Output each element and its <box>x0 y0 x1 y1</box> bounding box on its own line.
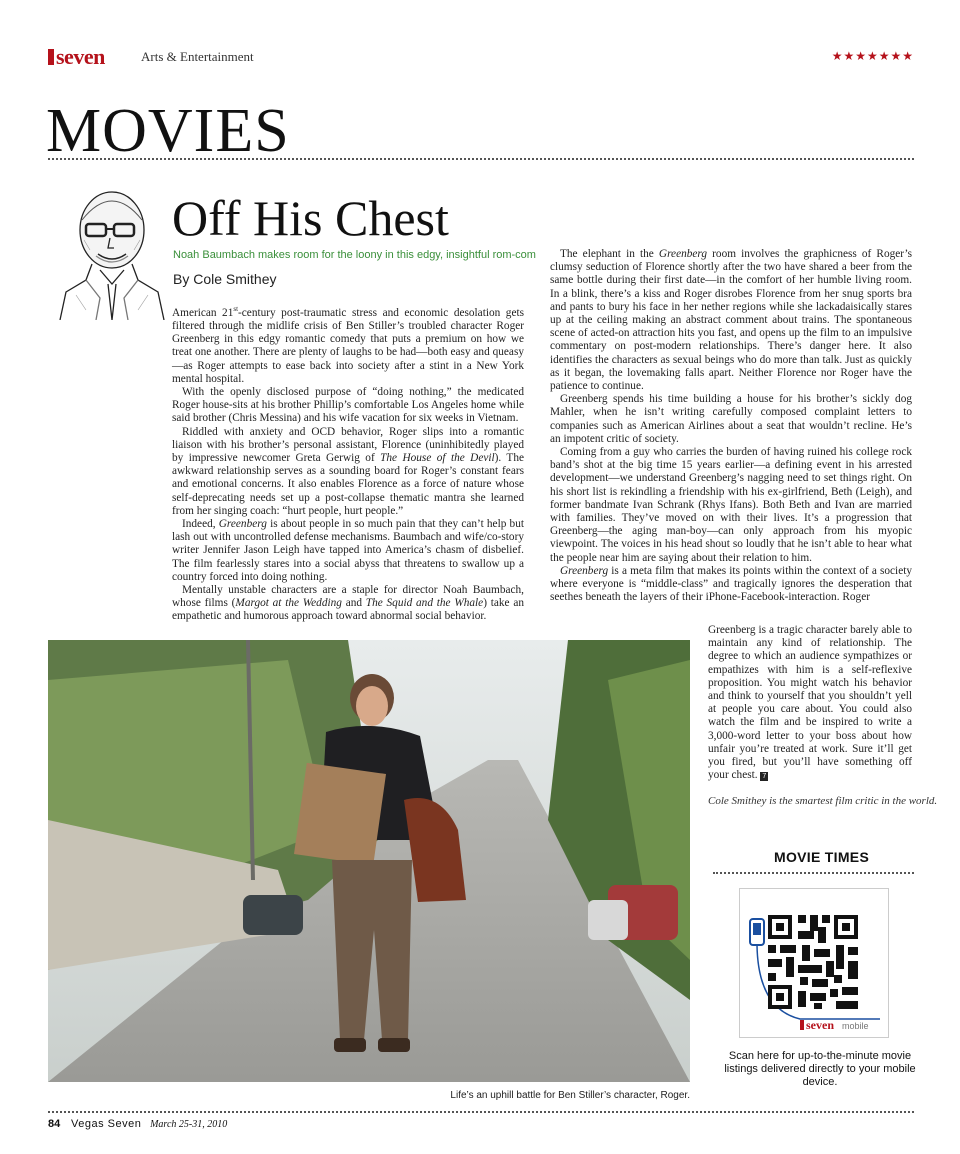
paragraph: With the openly disclosed purpose of “doing nothing,” the medicated Roger house-sits at his brother Phillip’s comfortable Los Angeles home while said brother (Chris Messina) and his wife vacation for six weeks in Vietnam. <box>172 385 524 425</box>
title-divider <box>48 158 914 160</box>
movie-still-photo <box>48 640 690 1082</box>
article-column-1 <box>172 303 524 624</box>
qr-brand-logo: seven <box>806 1018 834 1032</box>
issue-date: March 25-31, 2010 <box>150 1119 228 1130</box>
qr-brand-sub: mobile <box>842 1021 869 1031</box>
paragraph <box>708 624 912 782</box>
end-mark-icon: 7 <box>762 773 767 781</box>
paragraph: Mentally unstable characters are a staple for director Noah Baumbach, whose films (Margot at the Wedding and The Squid and the Whale) take an empathetic and humorous approach toward abnormal social behavior. <box>172 584 524 623</box>
author-credit: Cole Smithey is the smartest film critic in the world. <box>708 795 938 807</box>
article-dek: Noah Baumbach makes room for the loony in this edgy, insightful rom-com <box>173 249 536 261</box>
magazine-name: Vegas Seven <box>71 1118 142 1130</box>
footer-divider <box>48 1111 914 1113</box>
article-byline: By Cole Smithey <box>173 271 277 287</box>
logo-text: seven <box>56 44 105 69</box>
paragraph: Indeed, Greenberg is about people in so much pain that they can’t help but lash out with uncontrolled defense mechanisms. Baumbach and wife/co-story writer Jennifer Jason Leigh have tapped into America’s chasm of disbelief. The film fearlessly stares into a social abyss that threatens to swallow up a country forced into doing nothing. <box>172 518 524 583</box>
paragraph: Greenberg is a meta film that makes its points within the context of a society where everyone is “middle-class” and tragically ignores the desperation that seethes beneath the layers of their iPhone-Facebook-interaction. Roger <box>550 564 912 604</box>
movie-times-divider <box>713 872 914 874</box>
paragraph: American 21st-century post-traumatic stress and economic desolation gets filtered through the midlife crisis of Ben Stiller’s troubled character Roger Greenberg in this edgy romantic comedy that puts a premium on how we treat one another. There are plenty of laughs to be had—both easy and queasy—as Roger attempts to ease back into society after a stint in a New York mental hospital. <box>172 305 524 385</box>
logo-bar <box>48 49 54 65</box>
page-number: 84 <box>48 1118 61 1130</box>
paragraph: The elephant in the Greenberg room involves the graphicness of Roger’s clumsy seduction of Florence shortly after the two have shared a beer from the same bottle during their first date—in the comfort of her humble living room. In a blink, there’s a kiss and Roger disrobes Florence from her snug sports bra and pants to bury his face in her nether regions while she lackadaisically stares up at the ceiling making an abstract comment about trains. The spontaneous scene of acted-on attraction hits you fast, and opens up the film to an impulsive commentary on post-modern relationships. There’s danger here. It also identifies the characters as sexual beings who do more than talk. Just as quickly as it began, the lovemaking falls apart. Neither Florence nor Roger have the patience to continue. <box>550 248 912 393</box>
article-column-2 <box>550 248 912 604</box>
paragraph: Coming from a guy who carries the burden of having ruined his college rock band’s shot at the big time 15 years earlier—a defining event in his arrested development—we understand Greenberg’s nagging need to set things right. On his short list is rekindling a friendship with his ex-girlfriend, Beth (Leigh), and former bandmate Ivan Schrank (Rhys Ifans). Both Beth and Ivan are married with families. They’ve moved on with their lives. It’s a progression that Greenberg—the aging man-boy—can only approach from his myopic viewpoint. The voices in his head shout so loudly that he isn’t able to hear what the people near him are saying about their relation to him. <box>550 446 912 564</box>
paragraph-text: Greenberg is a tragic character barely able to maintain any kind of relationship. The degree to which an audience sympathizes or empathizes with him is a self-reflexive proposition. You might watch his behavior and think to yourself that you shouldn’t yell at people you care about. You could also watch the film and be inspired to write a 3,000-word letter to your boss about how unfair you’re treated at work. Sure it’ll get you fired, but you’ll have something off your chest. <box>708 624 912 782</box>
article-column-3 <box>708 624 912 782</box>
movie-times-heading: MOVIE TIMES <box>774 849 870 865</box>
qr-instructions: Scan here for up-to-the-minute movie listings delivered directly to your mobile device. <box>724 1050 916 1088</box>
qr-code-panel[interactable] <box>739 888 889 1038</box>
masthead <box>48 46 914 68</box>
section-title: MOVIES <box>46 97 290 165</box>
page-footer <box>48 1118 227 1130</box>
section-label: Arts & Entertainment <box>141 49 254 64</box>
photo-caption: Life’s an uphill battle for Ben Stiller’s character, Roger. <box>450 1090 690 1101</box>
rating-stars: ★★★★★★★ <box>831 49 914 63</box>
seven-logo[interactable] <box>48 46 105 68</box>
paragraph: Greenberg spends his time building a house for his brother’s sickly dog Mahler, when he isn’t writing carefully composed complaint letters to companies such as American Airlines about a seat that wouldn’t recline. He’s an impotent critic of society. <box>550 393 912 445</box>
photo-illustration <box>48 640 690 1082</box>
author-portrait <box>56 180 168 320</box>
qr-code-icon <box>740 889 888 1037</box>
article-headline: Off His Chest <box>172 190 449 246</box>
paragraph: Riddled with anxiety and OCD behavior, Roger slips into a romantic liaison with his brother’s personal assistant, Florence (uninhibitedly played by impressive newcomer Greta Gerwig of The House of the Devil). The awkward relationship serves as a sounding board for Roger’s constant fears and emotional concerns. It also enables Florence as a force of nature whose self-deprecating needs set up a post-collapse thematic mantra she learned from her singing coach: “hurt people, hurt people.” <box>172 425 524 517</box>
